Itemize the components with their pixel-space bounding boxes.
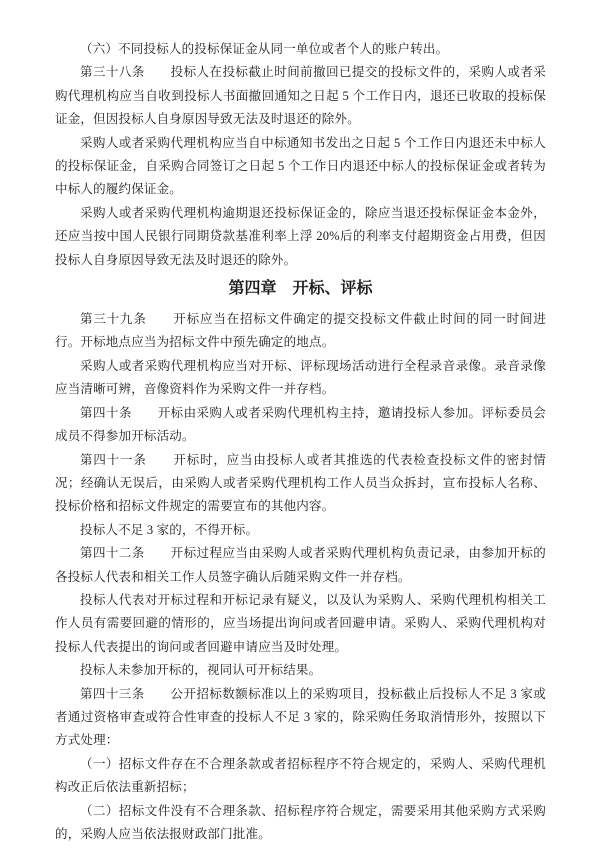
article-38-para-1: 第三十八条 投标人在投标截止时间前撤回已提交的投标文件的，采购人或者采购代理机构应当自收到投标人书面撤回通知之日起 5 个工作日内，退还已收取的投标保证金，但因投标人自身原因导致无法及时退还的除外。 xyxy=(55,65,546,127)
article-41-para-2: 投标人不足 3 家的，不得开标。 xyxy=(80,522,259,537)
article-39-para-2: 采购人或者采购代理机构应当对开标、评标现场活动进行全程录音录像。录音录像应当清晰可辨，音像资料作为采购文件一并存档。 xyxy=(55,358,546,397)
chapter-4-heading: 第四章 开标、评标 xyxy=(228,280,373,298)
article-42-para-1: 第四十二条 开标过程应当由采购人或者采购代理机构负责记录，由参加开标的各投标人代表和相关工作人员签字确认后随采购文件一并存档。 xyxy=(55,546,546,584)
article-43-item-1: （一）招标文件存在不合理条款或者招标程序不符合规定的，采购人、采购代理机构改正后依法重新招标； xyxy=(55,756,546,795)
article-39-para-1: 第三十九条 开标应当在招标文件确定的提交投标文件截止时间的同一时间进行。开标地点应当为招标文件中预先确定的地点。 xyxy=(55,312,546,350)
article-38-para-2: 采购人或者采购代理机构应当自中标通知书发出之日起 5 个工作日内退还未中标人的投标保证金，自采购合同签订之日起 5 个工作日内退还中标人的投标保证金或者转为中标人的履约保证金。 xyxy=(55,135,546,197)
article-40-para-1: 第四十条 开标由采购人或者采购代理机构主持，邀请投标人参加。评标委员会成员不得参加开标活动。 xyxy=(55,405,546,444)
article-43-intro: 第四十三条 公开招标数额标准以上的采购项目，投标截止后投标人不足 3 家或者通过资格审查或符合性审查的投标人不足 3 家的，除采购任务取消情形外，按照以下方式处理： xyxy=(55,686,546,748)
article-43-item-2: （二）招标文件没有不合理条款、招标程序符合规定，需要采用其他采购方式采购的，采购人应当依法报财政部门批准。 xyxy=(55,803,546,841)
article-37-item-6: （六）不同投标人的投标保证金从同一单位或者个人的账户转出。 xyxy=(80,42,449,56)
article-42-para-3: 投标人未参加开标的，视同认可开标结果。 xyxy=(80,663,322,678)
article-42-para-2: 投标人代表对开标过程和开标记录有疑义，以及认为采购人、采购代理机构相关工作人员有需要回避的情形的，应当场提出询问或者回避申请。采购人、采购代理机构对投标人代表提出的询问或者回避申请应当及时处理。 xyxy=(55,592,546,654)
article-41-para-1: 第四十一条 开标时，应当由投标人或者其推选的代表检查投标文件的密封情况；经确认无误后，由采购人或者采购代理机构工作人员当众拆封，宣布投标人名称、投标价格和招标文件规定的需要宣布的其他内容。 xyxy=(55,452,546,514)
article-38-para-3: 采购人或者采购代理机构逾期退还投标保证金的，除应当退还投标保证金本金外，还应当按中国人民银行同期贷款基准利率上浮 20%后的利率支付超期资金占用费，但因投标人自身原因导致无法及时退还的除外。 xyxy=(55,205,546,267)
